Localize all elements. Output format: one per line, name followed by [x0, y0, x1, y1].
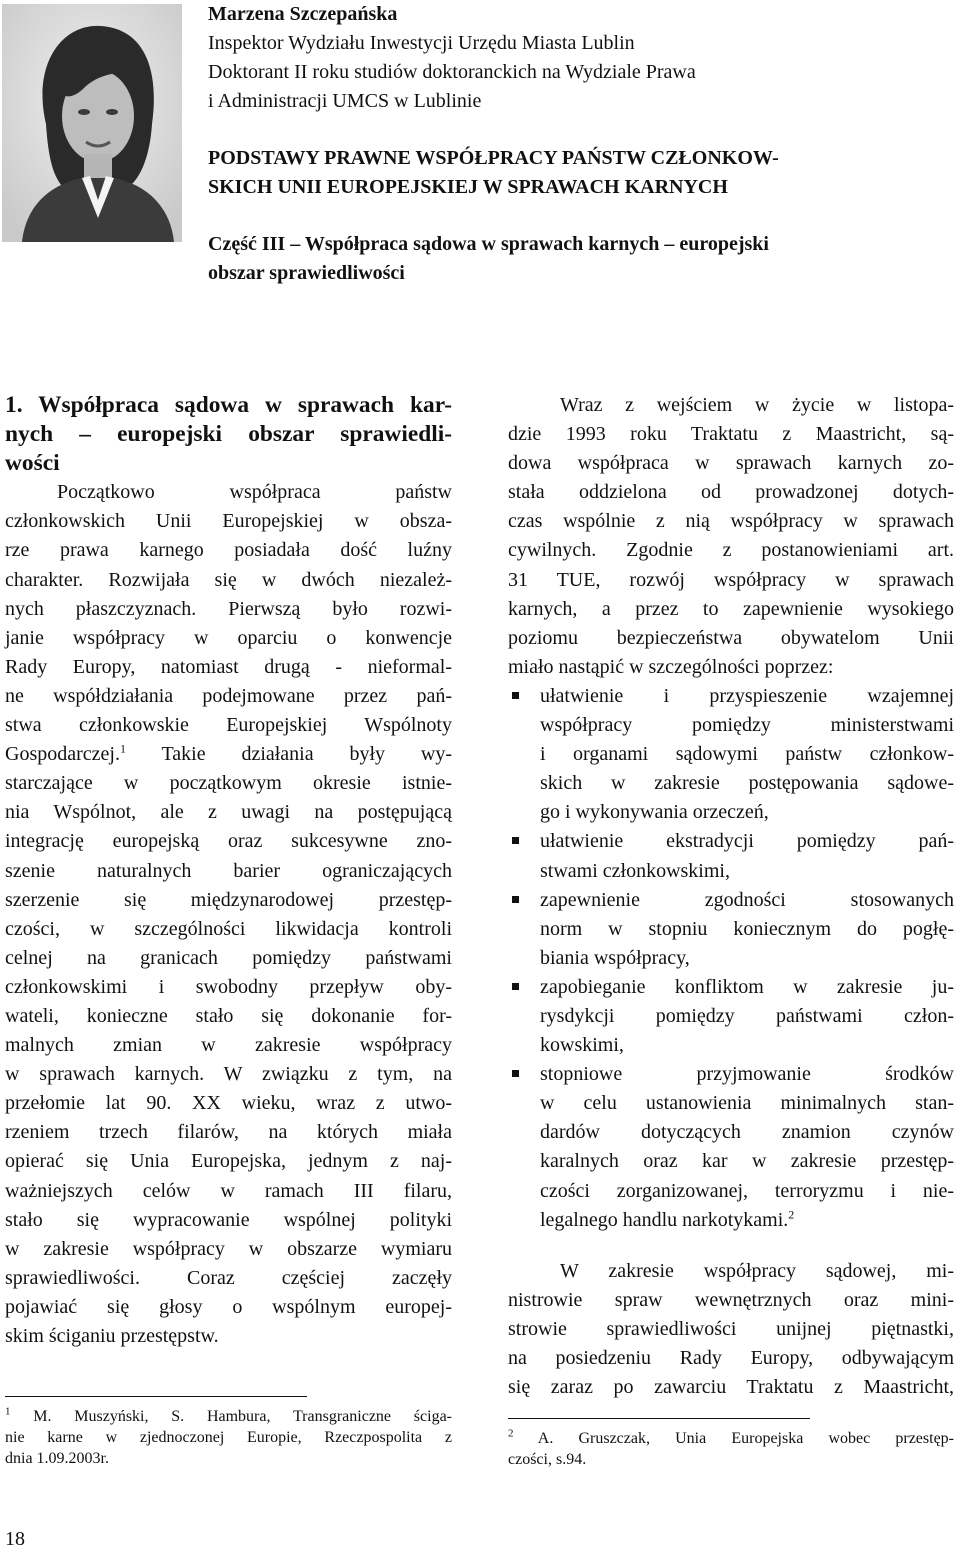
list-item: ułatwienie i przyspieszenie wzajemnej współpracy pomiędzy ministerstwami i organami sądowymi państw członkow- skich w zakresie postępowania sądowe- go i wykonywania orzeczeń, — [508, 682, 954, 827]
section-heading: 1. Współpraca sądowa w sprawach kar- nych – europejski obszar sprawiedli- wości — [5, 392, 452, 477]
footnote-divider — [508, 1418, 810, 1419]
footnote-ref-1[interactable]: 1 — [119, 741, 126, 756]
right-column — [508, 391, 954, 1402]
footnote-1: $^1$ M. Muszyński, S. Hambura, Transgraniczne ściga- nie karne w zjednoczonej Europie, Rzeczpospolita z dnia 1.09.2003r. — [5, 1405, 452, 1467]
article-title: PODSTAWY PRAWNE WSPÓŁPRACY PAŃSTW CZŁONKOW- SKICH UNII EUROPEJSKIEJ W SPRAWACH KARNYCH — [208, 147, 779, 198]
line-with-footnote-ref: Gospodarczej.$^1$ Takie działania były wy- — [5, 741, 452, 766]
list-item: ułatwienie ekstradycji pomiędzy pań- stwami członkowskimi, — [508, 827, 954, 885]
footnote-divider — [5, 1396, 307, 1397]
list-item: zapobieganie konfliktom w zakresie ju- rysdykcji pomiędzy państwami człon- kowskimi, — [508, 973, 954, 1060]
author-affiliation: Doktorant II roku studiów doktoranckich na Wydziale Prawa — [208, 61, 696, 83]
left-column — [5, 391, 452, 1351]
author-name: Marzena Szczepańska — [208, 3, 398, 25]
author-affiliation: Inspektor Wydziału Inwestycji Urzędu Miasta Lublin — [208, 32, 635, 54]
author-portrait — [2, 4, 182, 242]
body-paragraph: Wraz z wejściem w życie w listopa- dzie 1993 roku Traktatu z Maastricht, są- dowa współpraca w sprawach karnych zo- stała oddzielona od prowadzonej dotych- czas wspólnie z nią współpracy w sprawach cywilnych. Zgodnie z postanowieniami art. 31 TUE, rozwój współpracy w sprawach karnych, a przez to zapewnienie wysokiego poziomu bezpieczeństwa obywatelom Unii miało nastąpić w szczególności poprzez: — [508, 394, 954, 678]
list-item: zapewnienie zgodności stosowanych norm w stopniu koniecznym do pogłę- biania współpracy, — [508, 886, 954, 973]
measures-list — [508, 682, 954, 1235]
article-header — [208, 0, 948, 288]
page-number: 18 — [5, 1528, 25, 1550]
footnote-2: $^2$ A. Gruszczak, Unia Europejska wobec przestęp- czości, s.94. — [508, 1427, 954, 1468]
author-affiliation: i Administracji UMCS w Lublinie — [208, 90, 482, 112]
part-title: Część III – Współpraca sądowa w sprawach karnych – europejski obszar sprawiedliwości — [208, 233, 769, 284]
line-with-footnote-ref: legalnego handlu narkotykami.$^2$ — [540, 1206, 795, 1231]
list-item: stopniowe przyjmowanie środków w celu ustanowienia minimalnych stan- dardów dotyczących znamion czynów karalnych oraz kar w zakresie przestęp- czości zorganizowanej, terroryzmu i nie- legalnego handlu narkotykami.$^2$ — [508, 1060, 954, 1235]
body-paragraph: W zakresie współpracy sądowej, mi- nistrowie spraw wewnętrznych oraz mini- strowie sprawiedliwości unijnej piętnastki, na posiedzeniu Rady Europy, odbywającym się zaraz po zawarciu Traktatu z Maastricht, — [508, 1259, 954, 1399]
body-paragraph: Początkowo współpraca państw członkowskich Unii Europejskiej w obsza- rze prawa karnego posiadała dość luźny charakter. Rozwijała się w dwóch niezależ- nych płaszczyznach. Pierwszą było rozwi- janie współpracy w oparciu o konwencje Rady Europy, natomiast drugą - nieformal- ne współdziałania podejmowane przez pań- stwa członkowskie Europejskiej Wspólnoty Gospodarczej.$^1$ Takie działania były wy- starczające w początkowym okresie istnie- nia Wspólnot, ale z uwagi na postępującą integrację europejską oraz sukcesywne zno- szenie naturalnych barier ograniczających szerzenie się międzynarodowej przestęp- czości, w szczególności likwidacja kontroli celnej na granicach pomiędzy państwami członkowskimi i swobodny przepływ oby- wateli, konieczne stało się dokonanie for- malnych zmian w zakresie współpracy w sprawach karnych. W związku z tym, na przełomie lat 90. XX wieku, wraz z utwo- rzeniem trzech filarów, na których miała opierać się Unia Europejska, jednym z naj- ważniejszych celów w ramach III filaru, stało się wypracowanie wspólnej polityki w zakresie współpracy w obszarze wymiaru sprawiedliwości. Coraz częściej zaczęły pojawiać się głosy o wspólnym europej- skim ściganiu przestępstw. — [5, 481, 452, 1347]
footnote-ref-2[interactable]: 2 — [788, 1206, 795, 1221]
